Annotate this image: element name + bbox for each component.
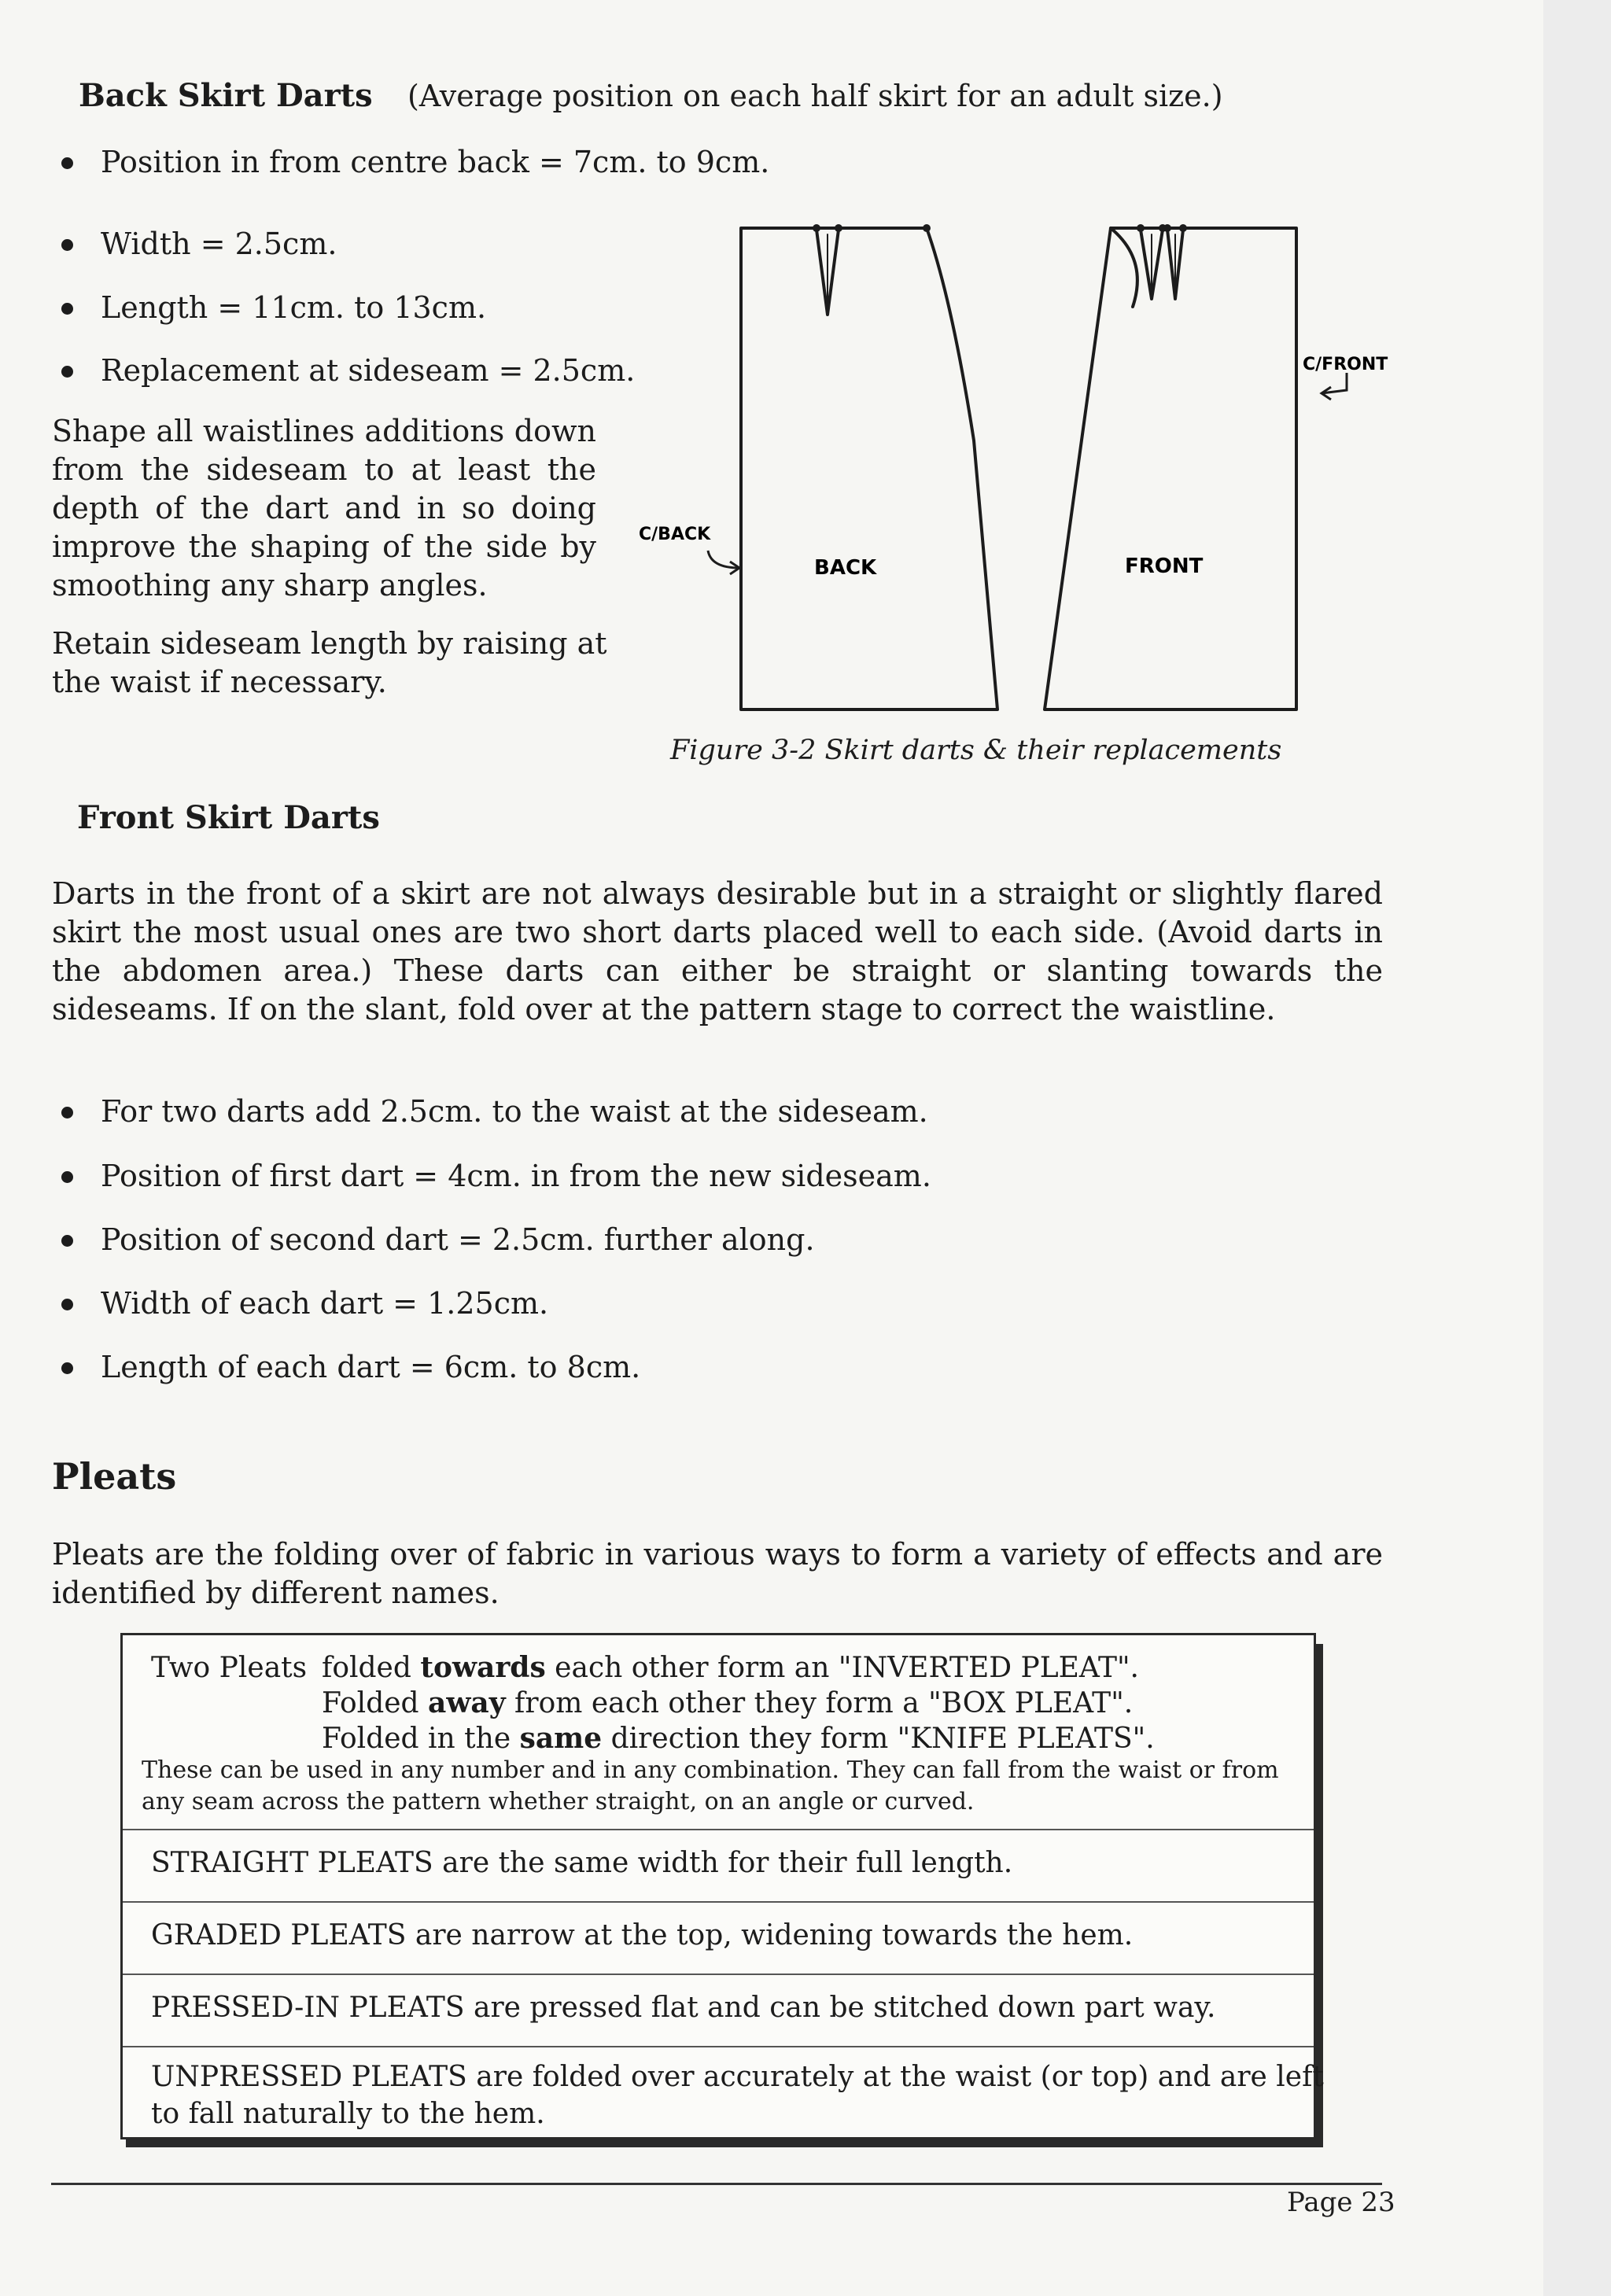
bullet-icon <box>61 1107 73 1119</box>
bullet-icon <box>61 1299 73 1310</box>
pleats-combination-note: These can be used in any number and in any combination. They can fall from the waist or from any seam across the pattern whether straight, on an angle or curved. <box>142 1756 1279 1815</box>
page-number: Page 23 <box>1287 2187 1395 2218</box>
two-pleats-label: Two Pleats <box>151 1652 308 1684</box>
bullet-icon <box>61 303 73 315</box>
bullet-icon <box>61 1235 73 1247</box>
back-darts-note: (Average position on each half skirt for an adult size.) <box>407 79 1223 113</box>
knife-pleats-line: Folded in the same direction they form "KNIFE PLEATS". <box>322 1722 1155 1755</box>
box-pleat-line: Folded away from each other they form a "BOX PLEAT". <box>322 1686 1134 1719</box>
back-paragraph-2: Retain sideseam length by raising at the waist if necessary. <box>52 626 607 699</box>
back-darts-heading: Back Skirt Darts <box>79 77 373 114</box>
bullet-icon <box>61 366 73 378</box>
graded-pleats-row: GRADED PLEATS are narrow at the top, widening towards the hem. <box>123 1901 1314 1974</box>
footer-rule <box>51 2183 1382 2185</box>
pleats-intro: Pleats are the folding over of fabric in various ways to form a variety of effects and are identified by different names. <box>52 1537 1383 1610</box>
back-paragraph-1: Shape all waistlines additions down from the sideseam to at least the depth of the dart and in so doing improve the shaping of the side by smoothing any sharp angles. <box>52 414 596 603</box>
bullet-icon <box>61 157 73 169</box>
pleats-heading: Pleats <box>52 1455 177 1498</box>
bullet-icon <box>61 1362 73 1374</box>
front-panel-outline <box>1045 228 1296 709</box>
unpressed-pleats-row: UNPRESSED PLEATS are folded over accurately at the waist (or top) and are left to fall naturally to the hem. <box>123 2046 1314 2137</box>
front-darts-heading: Front Skirt Darts <box>77 799 380 836</box>
front-waist-extension <box>1111 228 1137 307</box>
skirt-darts-diagram <box>629 212 1416 724</box>
front-darts-paragraph: Darts in the front of a skirt are not always desirable but in a straight or slightly flared skirt the most usual ones are two short darts placed well to each side. (Avoid darts in the abdomen area.) These darts can either be straight or slanting towards the sideseams. If on the slant, fold over at the pattern stage to correct the waistline. <box>52 876 1383 1026</box>
cfront-label: C/FRONT <box>1303 355 1388 374</box>
pressed-pleats-row: PRESSED-IN PLEATS are pressed flat and can be stitched down part way. <box>123 1974 1314 2046</box>
bullet-icon <box>61 1171 73 1183</box>
straight-pleats-row: STRAIGHT PLEATS are the same width for their full length. <box>123 1829 1314 1901</box>
bullet-icon <box>61 239 73 251</box>
cback-label: C/BACK <box>639 525 711 544</box>
inverted-pleat-line: folded towards each other form an "INVERTED PLEAT". <box>322 1651 1139 1684</box>
back-panel-outline <box>741 228 997 709</box>
pleats-info-box <box>120 1633 1324 2139</box>
figure-caption: Figure 3-2 Skirt darts & their replacements <box>670 735 1282 766</box>
front-label: FRONT <box>1125 555 1204 578</box>
page-edge <box>1543 0 1611 2296</box>
back-label: BACK <box>814 556 877 580</box>
